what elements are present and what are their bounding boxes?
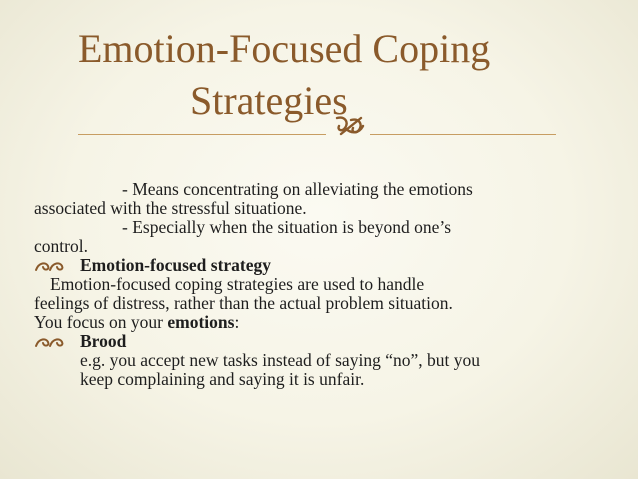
definition-2 [34,218,594,256]
bullet-1-text [34,275,594,294]
definition-2-line-2: control. [34,236,88,256]
bullet-2-line-1: e.g. you accept new tasks instead of saying “no”, but you [80,350,480,370]
bullet-item-emotion-focused [34,256,594,275]
definition-1 [34,180,594,218]
double-curl-bullet-icon [34,259,68,273]
slide-title-line-1: Emotion-Focused Coping [78,26,491,71]
definition-2-line-1: - Especially when the situation is beyond one’s [122,217,452,237]
bullet-2-text [34,351,594,389]
bullet-1-line-3-prefix: You focus on your [34,312,168,332]
slide-body [34,180,594,389]
definition-1-line-2: associated with the stressful situatione. [34,198,307,218]
title-divider-right [370,134,556,135]
bullet-heading-brood: Brood [80,331,127,351]
bullet-1-text-continued [34,294,594,332]
emotions-emphasis: emotions [167,312,235,332]
bullet-2-line-2: keep complaining and saying it is unfair. [80,369,365,389]
decorative-scroll-icon [333,112,367,140]
bullet-1-line-3-suffix: : [234,312,240,332]
definition-1-line-1: - Means concentrating on alleviating the emotions [122,179,473,199]
bullet-1-line-2: feelings of distress, rather than the actual problem situation. [34,293,453,313]
bullet-heading-emotion-focused: Emotion-focused strategy [80,255,272,275]
bullet-item-brood [34,332,594,351]
bullet-1-line-1: Emotion-focused coping strategies are used to handle [50,274,425,294]
double-curl-bullet-icon [34,335,68,349]
slide-title-line-2: Strategies [190,78,348,123]
title-divider-left [78,134,326,135]
